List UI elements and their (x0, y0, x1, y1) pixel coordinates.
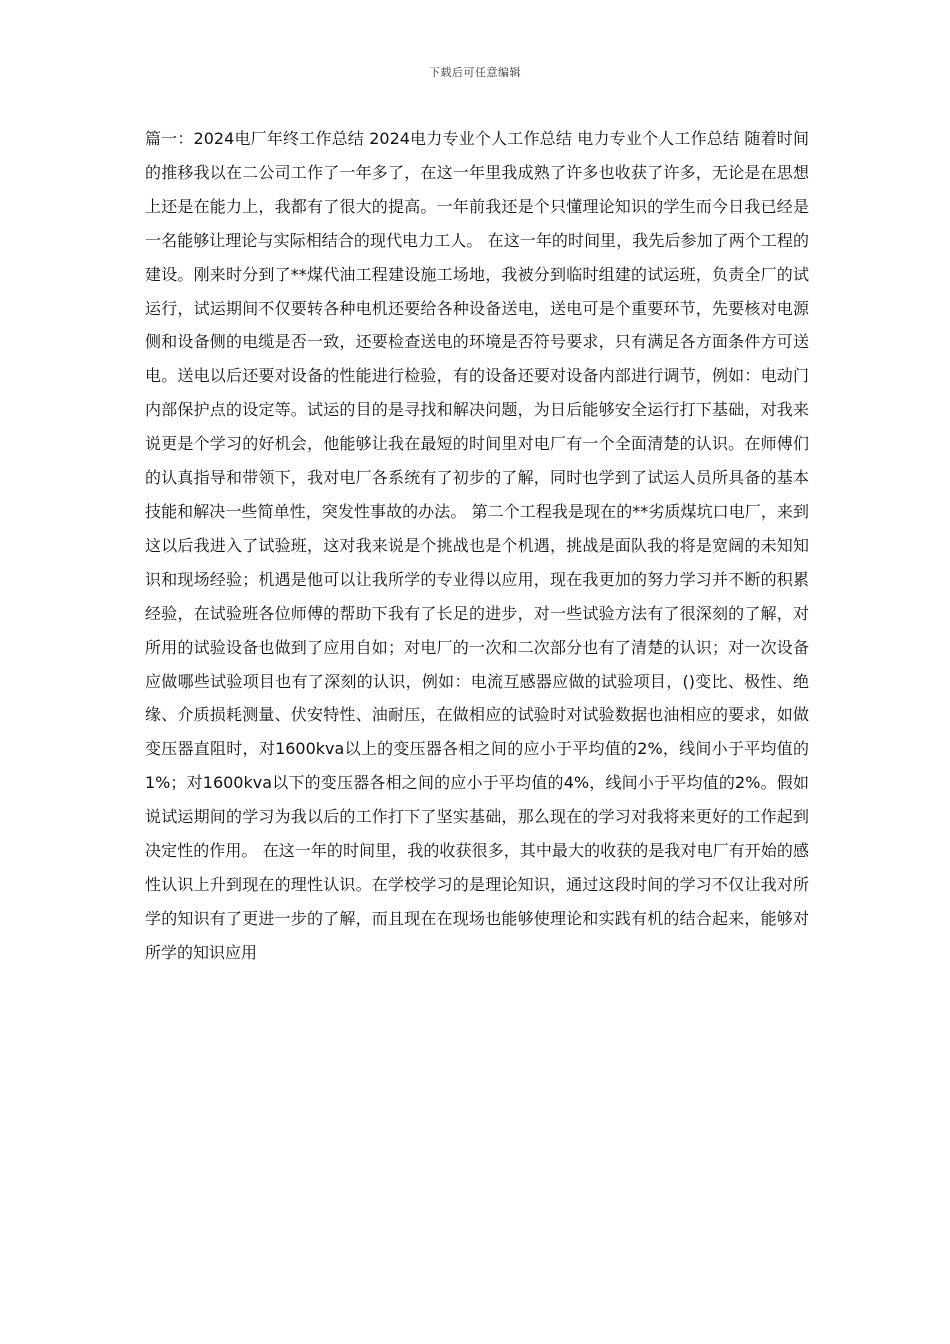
page-header: 下载后可任意编辑 (429, 66, 521, 79)
body-paragraph: 篇一：2024电厂年终工作总结 2024电力专业个人工作总结 电力专业个人工作总结 随着时间的推移我以在二公司工作了一年多了，在这一年里我成熟了许多也收获了许多，无论是在思想上还是在能力上，我都有了很大的提高。一年前我还是个只懂理论知识的学生而今日我已经是一名能够让理论与实际相结合的现代电力工人。 在这一年的时间里，我先后参加了两个工程的建设。刚来时分到了**煤代油工程建设施工场地，我被分到临时组建的试运班，负责全厂的试运行，试运期间不仅要转各种电机还要给各种设备送电，送电可是个重要环节，先要核对电源侧和设备侧的电缆是否一致，还要检查送电的环境是否符号要求，只有满足各方面条件方可送电。送电以后还要对设备的性能进行检验，有的设备还要对设备内部进行调节，例如：电动门内部保护点的设定等。试运的目的是寻找和解决问题，为日后能够安全运行打下基础，对我来说更是个学习的好机会，他能够让我在最短的时间里对电厂有一个全面清楚的认识。在师傅们的认真指导和带领下，我对电厂各系统有了初步的了解，同时也学到了试运人员所具备的基本技能和解决一些简单性，突发性事故的办法。 第二个工程我是现在的**劣质煤坑口电厂，来到这以后我进入了试验班，这对我来说是个挑战也是个机遇，挑战是面队我的将是宽阔的未知知识和现场经验；机遇是他可以让我所学的专业得以应用，现在我更加的努力学习并不断的积累经验，在试验班各位师傅的帮助下我有了长足的进步，对一些试验方法有了很深刻的了解，对所用的试验设备也做到了应用自如；对电厂的一次和二次部分也有了清楚的认识；对一次设备应做哪些试验项目也有了深刻的认识，例如：电流互感器应做的试验项目，()变比、极性、绝缘、介质损耗测量、伏安特性、油耐压，在做相应的试验时对试验数据也油相应的要求，如做变压器直阻时，对1600kva以上的变压器各相之间的应小于平均值的2%，线间小于平均值的1%；对1600kva以下的变压器各相之间的应小于平均值的4%，线间小于平均值的2%。假如说试运期间的学习为我以后的工作打下了坚实基础，那么现在的学习对我将来更好的工作起到决定性的作用。 在这一年的时间里，我的收获很多，其中最大的收获的是我对电厂有开始的感性认识上升到现在的理性认识。在学校学习的是理论知识，通过这段时间的学习不仅让我对所学的知识有了更进一步的了解，而且现在在现场也能够使理论和实践有机的结合起来，能够对所学的知识应用 (145, 129, 809, 962)
